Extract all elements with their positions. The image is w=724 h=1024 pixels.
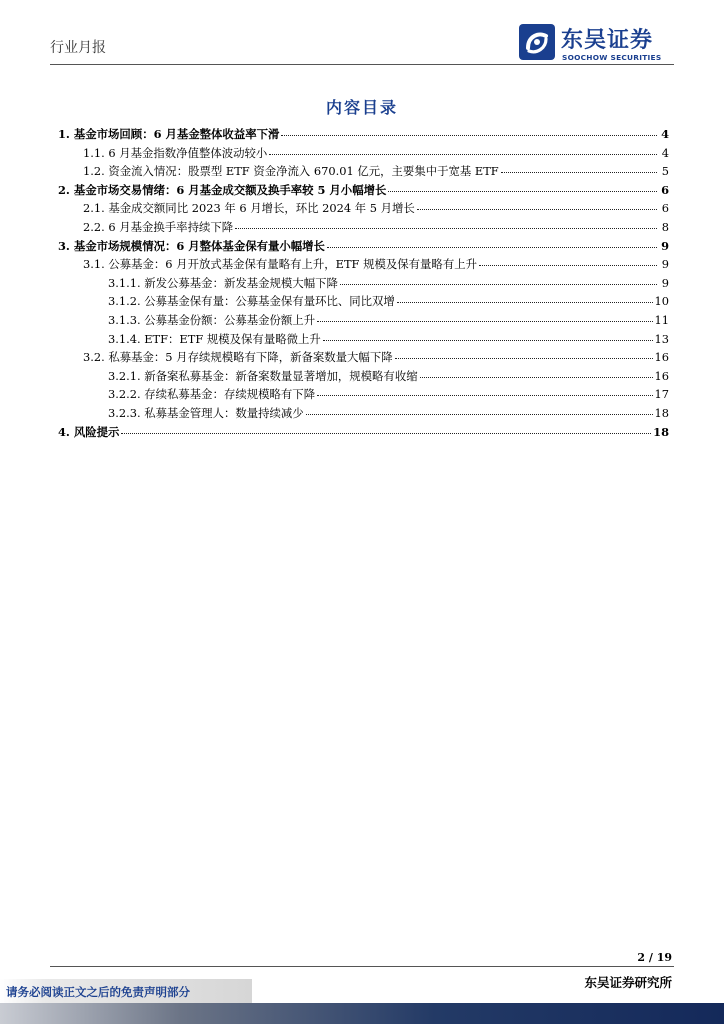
- toc-entry-text: 1.1. 6 月基金指数净值整体波动较小: [83, 145, 268, 160]
- toc-entry-text: 3.1.2. 公募基金保有量：公募基金保有量环比、同比双增: [108, 294, 395, 309]
- toc-entry-text: 3.2.3. 私募基金管理人：数量持续减少: [108, 405, 304, 420]
- toc-entry[interactable]: [58, 182, 669, 201]
- toc-entry-text: 2.1. 基金成交额同比 2023 年 6 月增长，环比 2024 年 5 月增长: [83, 201, 415, 216]
- toc-dot-leader: [340, 284, 657, 285]
- toc-entry[interactable]: [58, 349, 669, 368]
- toc-entry-text: 3.1.1. 新发公募基金：新发基金规模大幅下降: [108, 275, 338, 290]
- toc-entry[interactable]: [58, 145, 669, 164]
- toc-entry[interactable]: [58, 368, 669, 387]
- page-number: 2 / 19: [637, 951, 672, 964]
- toc-entry-page: 10: [654, 294, 669, 309]
- toc-entry-page: 9: [661, 257, 669, 272]
- toc-entry-text: 3.1.3. 公募基金份额：公募基金份额上升: [108, 312, 316, 327]
- header-divider: [50, 64, 674, 65]
- table-of-contents: [58, 126, 669, 442]
- toc-entry-text: 3. 基金市场规模情况：6 月整体基金保有量小幅增长: [58, 238, 325, 253]
- toc-entry-page: 16: [654, 350, 669, 365]
- toc-entry-page: 5: [661, 164, 669, 179]
- toc-dot-leader: [501, 172, 657, 173]
- toc-dot-leader: [395, 358, 653, 359]
- toc-entry-page: 4: [661, 127, 669, 141]
- toc-entry[interactable]: [58, 200, 669, 219]
- toc-dot-leader: [397, 302, 653, 303]
- toc-entry-text: 1.2. 资金流入情况：股票型 ETF 资金净流入 670.01 亿元，主要集中于宽基 ETF: [83, 164, 499, 179]
- logo-name-cn: 东吴证券: [561, 28, 654, 53]
- toc-entry-page: 18: [654, 405, 669, 420]
- toc-entry[interactable]: [58, 386, 669, 405]
- toc-entry[interactable]: [58, 163, 669, 182]
- toc-entry-text: 4. 风险提示: [58, 424, 120, 439]
- toc-entry[interactable]: [58, 238, 669, 257]
- footer-band: [0, 1003, 724, 1024]
- toc-entry-text: 3.1.4. ETF：ETF 规模及保有量略微上升: [108, 331, 321, 346]
- toc-entry[interactable]: [58, 219, 669, 238]
- toc-entry-page: 4: [661, 145, 669, 160]
- logo-name-en: SOOCHOW SECURITIES: [562, 53, 662, 62]
- toc-dot-leader: [420, 377, 653, 378]
- toc-dot-leader: [417, 209, 657, 210]
- toc-dot-leader: [388, 191, 657, 192]
- toc-entry-page: 17: [654, 387, 669, 402]
- toc-entry[interactable]: [58, 126, 669, 145]
- disclaimer-bar: [0, 979, 252, 1003]
- toc-dot-leader: [306, 414, 653, 415]
- toc-entry[interactable]: [58, 331, 669, 350]
- toc-entry[interactable]: [58, 405, 669, 424]
- toc-entry-text: 3.2. 私募基金：5 月存续规模略有下降，新备案数量大幅下降: [83, 350, 393, 365]
- toc-entry-text: 2.2. 6 月基金换手率持续下降: [83, 219, 234, 234]
- toc-dot-leader: [323, 340, 653, 341]
- toc-entry[interactable]: [58, 312, 669, 331]
- toc-dot-leader: [317, 395, 652, 396]
- toc-dot-leader: [327, 247, 657, 248]
- footer-institute: 东吴证券研究所: [584, 975, 672, 990]
- toc-entry-page: 18: [653, 424, 669, 439]
- toc-entry-text: 1. 基金市场回顾：6 月基金整体收益率下滑: [58, 127, 280, 141]
- toc-entry-page: 9: [661, 275, 669, 290]
- toc-entry-text: 3.2.2. 存续私募基金：存续规模略有下降: [108, 387, 316, 402]
- toc-entry-page: 6: [661, 182, 669, 197]
- toc-entry-page: 6: [661, 201, 669, 216]
- toc-dot-leader: [121, 433, 651, 434]
- toc-entry-page: 8: [661, 219, 669, 234]
- toc-dot-leader: [281, 135, 657, 136]
- toc-dot-leader: [235, 228, 657, 229]
- toc-entry[interactable]: [58, 424, 669, 443]
- toc-title: 内容目录: [325, 98, 398, 117]
- report-type-label: 行业月报: [50, 40, 106, 56]
- company-logo: [519, 24, 684, 66]
- toc-entry[interactable]: [58, 256, 669, 275]
- toc-entry[interactable]: [58, 293, 669, 312]
- toc-dot-leader: [479, 265, 657, 266]
- toc-entry-text: 3.2.1. 新备案私募基金：新备案数量显著增加，规模略有收缩: [108, 368, 418, 383]
- toc-dot-leader: [317, 321, 652, 322]
- toc-entry-page: 16: [654, 368, 669, 383]
- toc-dot-leader: [269, 154, 657, 155]
- toc-entry-text: 2. 基金市场交易情绪：6 月基金成交额及换手率较 5 月小幅增长: [58, 182, 387, 197]
- disclaimer-text: 请务必阅读正文之后的免责声明部分: [6, 985, 190, 999]
- toc-entry-text: 3.1. 公募基金：6 月开放式基金保有量略有上升，ETF 规模及保有量略有上升: [83, 257, 477, 272]
- toc-entry-page: 11: [654, 312, 669, 327]
- toc-entry-page: 13: [654, 331, 669, 346]
- soochow-logo-icon: [519, 24, 555, 60]
- toc-entry[interactable]: [58, 275, 669, 294]
- toc-entry-page: 9: [661, 238, 669, 253]
- footer-divider: [50, 966, 674, 967]
